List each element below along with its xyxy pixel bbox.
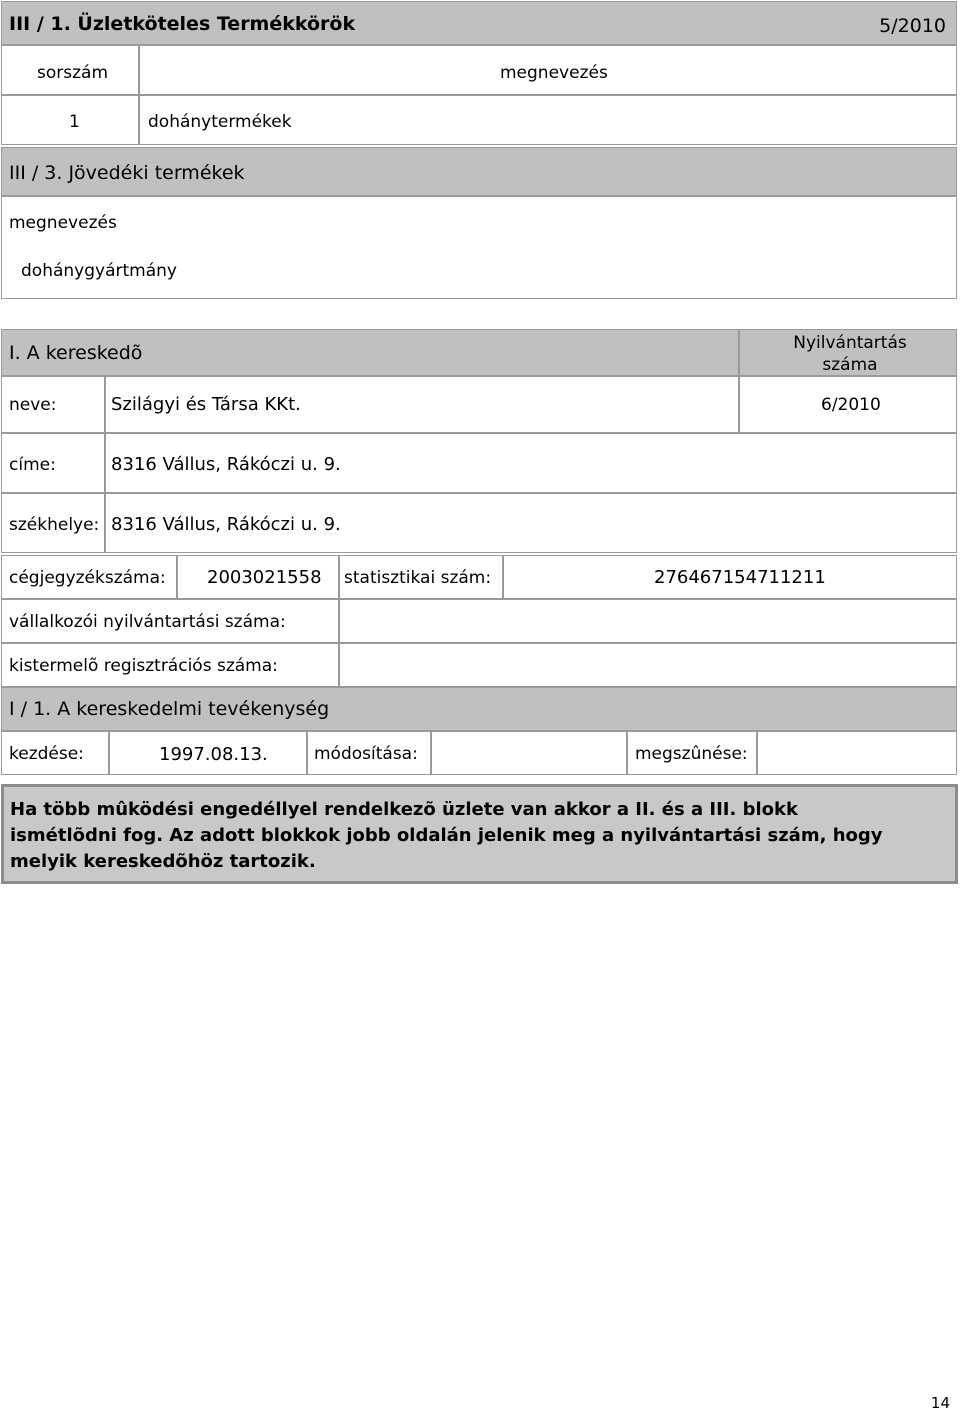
seat-label-cell [1,493,105,553]
name-value-cell [105,376,739,433]
start-value-cell [109,731,307,775]
start-value: 1997.08.13. [159,744,268,765]
note-box [1,784,958,884]
section-iii3-title: III / 3. Jövedéki termékek [9,162,245,184]
modify-value-cell [431,731,627,775]
excise-table [1,196,957,299]
section-i-title: I. A kereskedõ [9,342,143,364]
column-header-megnevezes: megnevezés [500,63,608,83]
registration-value: 6/2010 [821,395,881,415]
page-number: 14 [930,1394,950,1412]
document-number: 5/2010 [879,15,946,37]
table-row-num: 1 [69,112,80,132]
entrepreneur-label-cell [1,599,339,643]
company-reg-value-cell [177,555,339,599]
section-i1-header [1,687,957,731]
address-value: 8316 Vállus, Rákóczi u. 9. [111,454,341,475]
seat-label: székhelye: [9,515,100,535]
stat-label-cell [339,555,503,599]
section-iii1-header [1,1,957,45]
address-label-cell [1,433,105,493]
producer-label: kistermelõ regisztrációs száma: [9,656,278,676]
name-value: Szilágyi és Társa KKt. [111,394,301,415]
company-reg-label-cell [1,555,177,599]
stat-value-cell [503,555,957,599]
end-label-cell [627,731,757,775]
table-row-name: dohánytermékek [148,112,292,132]
registration-header [739,329,957,376]
producer-label-cell [1,643,339,687]
products-table-row-num [1,95,139,145]
name-label: neve: [9,395,57,415]
end-label: megszûnése: [635,744,748,764]
address-value-cell [105,433,957,493]
seat-value: 8316 Vállus, Rákóczi u. 9. [111,514,341,535]
producer-value-cell [339,643,957,687]
name-label-cell [1,376,105,433]
seat-value-cell [105,493,957,553]
stat-value: 276467154711211 [654,567,826,588]
company-reg-value: 2003021558 [207,567,322,588]
company-reg-label: cégjegyzékszáma: [9,568,166,588]
excise-row-item: dohánygyártmány [21,261,177,281]
entrepreneur-value-cell [339,599,957,643]
section-i-header [1,329,739,376]
column-header-sorszam: sorszám [37,63,109,83]
end-value-cell [757,731,957,775]
start-label-cell [1,731,109,775]
modify-label-cell [307,731,431,775]
entrepreneur-label: vállalkozói nyilvántartási száma: [9,612,286,632]
products-table-header-num [1,45,139,95]
registration-value-cell [739,376,957,433]
modify-label: módosítása: [314,744,418,764]
section-iii1-title: III / 1. Üzletköteles Termékkörök [9,13,356,35]
section-i1-title: I / 1. A kereskedelmi tevékenység [9,698,330,720]
registration-header-label: Nyilvántartás száma [793,333,907,375]
address-label: címe: [9,455,56,475]
products-table-header-name [139,45,957,95]
section-iii3-header [1,147,957,196]
note-text: Ha több mûködési engedéllyel rendelkezõ üzlete van akkor a II. és a III. blokk ismétlõdni fog. Az adott blokkok jobb oldalán jelenik meg a nyilvántartási szám, hogy melyik kereskedõhöz tartozik. [10,799,883,872]
start-label: kezdése: [9,744,84,764]
excise-column-header: megnevezés [9,213,117,233]
stat-label: statisztikai szám: [344,568,492,588]
products-table-row-name [139,95,957,145]
